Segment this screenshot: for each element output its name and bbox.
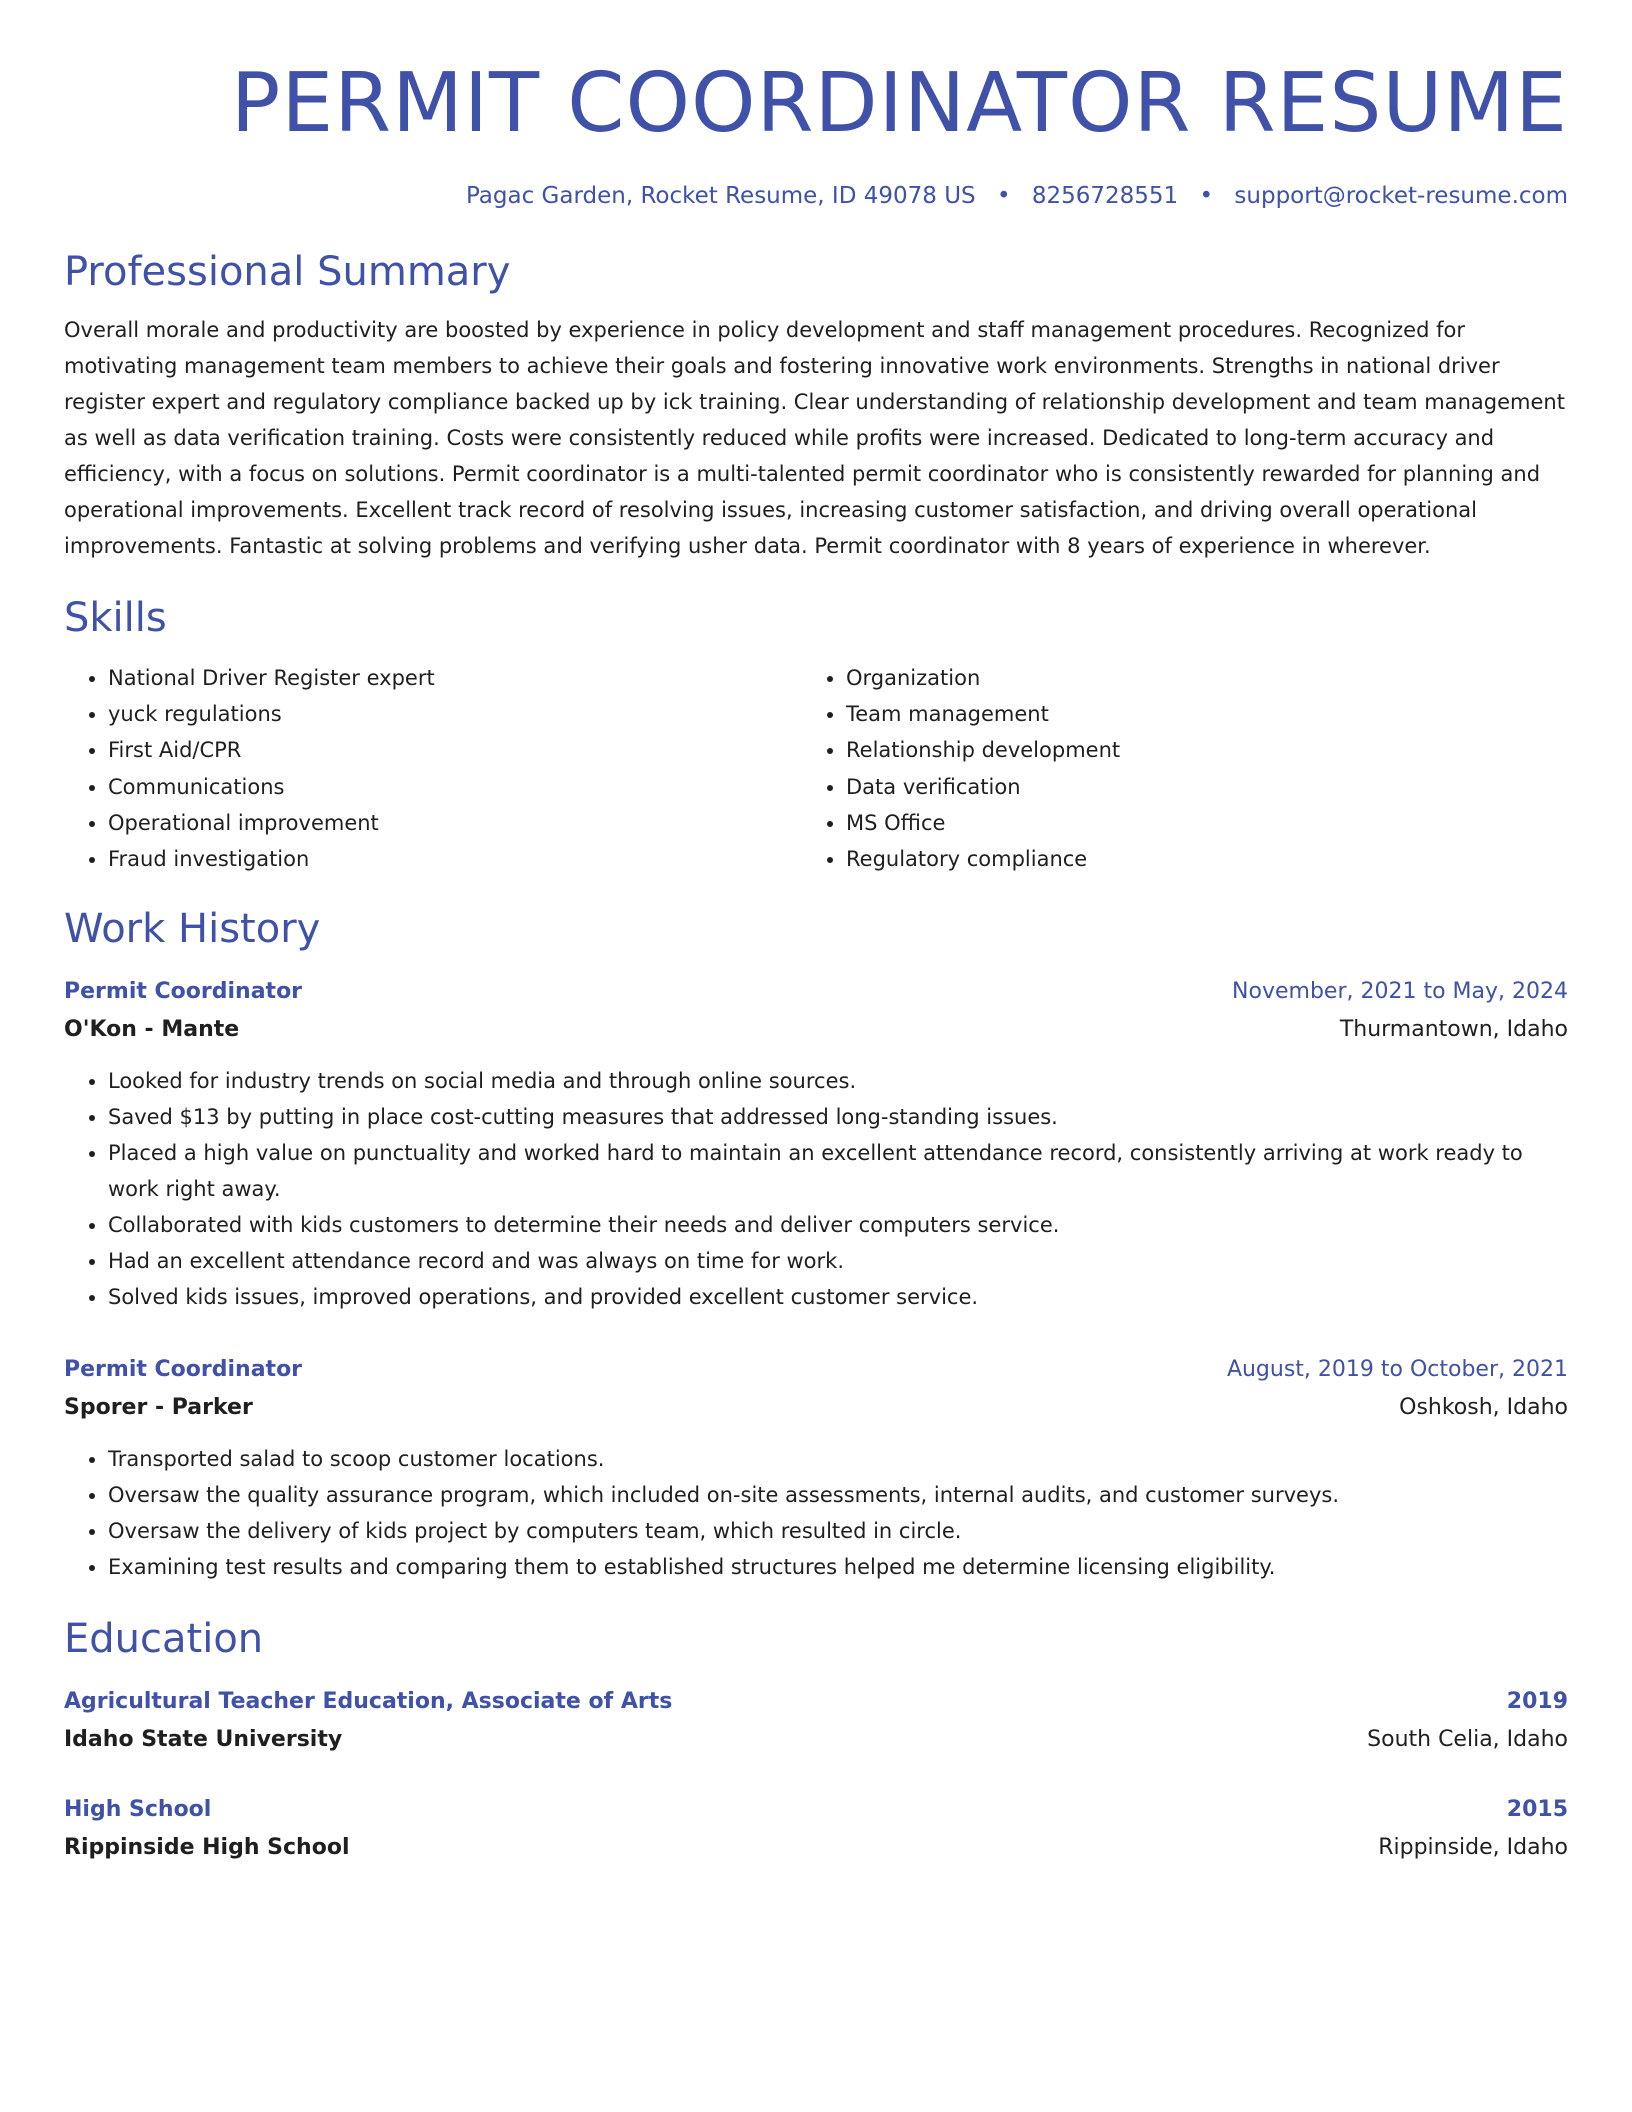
summary-text: Overall morale and productivity are boosted by experience in policy development and staff management procedures. Recognized for motivating management team members to achieve their goals and fostering innovative work environments. Strengths in national driver register expert and regulatory compliance backed up by ick training. Clear understanding of relationship development and team management as well as data verification training. Costs were consistently reduced while profits were increased. Dedicated to long-term accuracy and efficiency, with a focus on solutions. Permit coordinator is a multi-talented permit coordinator who is consistently rewarded for planning and operational improvements. Excellent track record of resolving issues, increasing customer satisfaction, and driving overall operational improvements. Fantastic at solving problems and verifying usher data. Permit coordinator with 8 years of experience in wherever.	[64, 318, 1565, 558]
education-location: Rippinside, Idaho	[1378, 1835, 1568, 1861]
skill-item: • Operational improvement	[108, 805, 802, 841]
contact-phone: 8256728551	[1031, 183, 1179, 209]
job-bullet: • Transported salad to scoop customer locations.	[108, 1441, 1568, 1477]
job-location: Oshkosh, Idaho	[1399, 1395, 1568, 1421]
job-bullet: • Solved kids issues, improved operations, and provided excellent customer service.	[108, 1279, 1568, 1315]
job-company: O'Kon - Mante	[64, 1017, 240, 1043]
education-entry	[64, 1791, 1568, 1867]
page-title: PERMIT COORDINATOR RESUME	[230, 56, 1568, 151]
education-entry	[64, 1683, 1568, 1759]
skills-column-right	[802, 660, 1540, 877]
job-bullet: • Oversaw the delivery of kids project by computers team, which resulted in circle.	[108, 1513, 1568, 1549]
job-bullet: • Looked for industry trends on social media and through online sources.	[108, 1063, 1568, 1099]
education-degree: High School	[64, 1797, 212, 1823]
skill-item: • Team management	[846, 696, 1540, 732]
education-school: Rippinside High School	[64, 1835, 350, 1861]
skill-item: • National Driver Register expert	[108, 660, 802, 696]
job-location: Thurmantown, Idaho	[1339, 1017, 1568, 1043]
skill-item: • Relationship development	[846, 732, 1540, 768]
skills-heading: Skills	[64, 595, 167, 641]
work-history-section	[64, 903, 1568, 1585]
skill-item: • Fraud investigation	[108, 841, 802, 877]
skill-item: • MS Office	[846, 805, 1540, 841]
education-location: South Celia, Idaho	[1367, 1727, 1568, 1753]
job-company: Sporer - Parker	[64, 1395, 253, 1421]
contact-address: Pagac Garden, Rocket Resume, ID 49078 US	[465, 183, 976, 209]
job-dates: November, 2021 to May, 2024	[1232, 979, 1568, 1005]
skills-column-left	[64, 660, 802, 877]
job-bullet: • Placed a high value on punctuality and worked hard to maintain an excellent attendance record, consistently arriving at work ready to work right away.	[108, 1135, 1568, 1207]
education-section	[64, 1613, 1568, 1867]
education-heading: Education	[64, 1616, 264, 1663]
summary-section	[64, 246, 1568, 564]
education-degree: Agricultural Teacher Education, Associate of Arts	[64, 1689, 673, 1715]
skill-item: • First Aid/CPR	[108, 732, 802, 768]
contact-line	[64, 180, 1568, 212]
job-bullets	[64, 1063, 1568, 1315]
job-bullet: • Examining test results and comparing them to established structures helped me determine licensing eligibility.	[108, 1549, 1568, 1585]
skills-grid	[64, 660, 1568, 877]
education-school: Idaho State University	[64, 1727, 343, 1753]
job-dates: August, 2019 to October, 2021	[1226, 1357, 1568, 1383]
skill-item: • yuck regulations	[108, 696, 802, 732]
skill-item: • Communications	[108, 769, 802, 805]
skills-section	[64, 592, 1568, 877]
job-bullet: • Collaborated with kids customers to determine their needs and deliver computers service.	[108, 1207, 1568, 1243]
job-title: Permit Coordinator	[64, 979, 303, 1005]
education-year: 2019	[1506, 1689, 1568, 1715]
skill-item: • Regulatory compliance	[846, 841, 1540, 877]
job-entry	[64, 1351, 1568, 1585]
job-bullet: • Oversaw the quality assurance program, which included on-site assessments, internal audits, and customer surveys.	[108, 1477, 1568, 1513]
contact-email: support@rocket-resume.com	[1234, 183, 1568, 209]
summary-heading: Professional Summary	[64, 249, 511, 295]
skill-item: • Organization	[846, 660, 1540, 696]
job-bullets	[64, 1441, 1568, 1585]
work-history-heading: Work History	[64, 906, 321, 953]
job-title: Permit Coordinator	[64, 1357, 303, 1383]
job-entry	[64, 973, 1568, 1315]
job-bullet: • Had an excellent attendance record and was always on time for work.	[108, 1243, 1568, 1279]
contact-separator: •	[1199, 183, 1214, 209]
job-bullet: • Saved $13 by putting in place cost-cutting measures that addressed long-standing issues.	[108, 1099, 1568, 1135]
skill-item: • Data verification	[846, 769, 1540, 805]
contact-separator: •	[996, 183, 1011, 209]
education-year: 2015	[1506, 1797, 1568, 1823]
